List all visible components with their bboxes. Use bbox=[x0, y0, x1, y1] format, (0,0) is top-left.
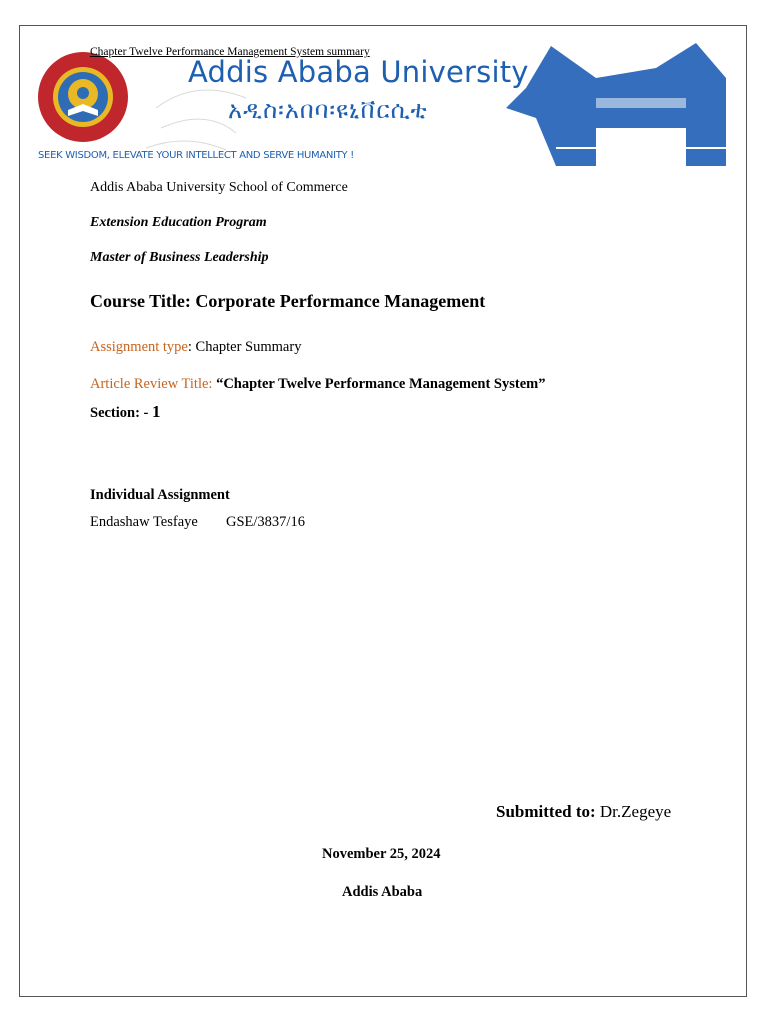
assignment-type-label: Assignment type bbox=[90, 339, 188, 355]
university-seal-icon bbox=[38, 52, 128, 142]
section-label: Section: - bbox=[90, 405, 153, 421]
university-name-english: Addis Ababa University bbox=[188, 55, 529, 89]
building-icon bbox=[506, 43, 726, 166]
section-line bbox=[90, 402, 161, 422]
submission-city: Addis Ababa bbox=[342, 884, 423, 900]
section-value: 1 bbox=[152, 402, 161, 421]
submitted-line bbox=[496, 802, 671, 822]
running-head: Chapter Twelve Performance Management System summary bbox=[90, 46, 370, 58]
student-name: Endashaw Tesfaye bbox=[90, 514, 198, 530]
review-title-label: Article Review Title: bbox=[90, 376, 217, 392]
university-motto: SEEK WISDOM, ELEVATE YOUR INTELLECT AND SERVE HUMANITY ! bbox=[38, 150, 354, 161]
school-line: Addis Ababa University School of Commerce bbox=[90, 180, 348, 195]
program-line: Extension Education Program bbox=[90, 215, 267, 230]
assignment-type-line bbox=[90, 339, 301, 356]
individual-assignment-label: Individual Assignment bbox=[90, 487, 230, 503]
submitted-value: Dr.Zegeye bbox=[595, 802, 672, 821]
review-title-value: “Chapter Twelve Performance Management System” bbox=[216, 376, 546, 392]
submitted-label: Submitted to: bbox=[496, 802, 596, 821]
assignment-type-value: : Chapter Summary bbox=[187, 339, 302, 355]
student-id: GSE/3837/16 bbox=[226, 514, 305, 530]
degree-line: Master of Business Leadership bbox=[90, 250, 269, 265]
review-title-line bbox=[90, 376, 545, 393]
submission-date: November 25, 2024 bbox=[322, 846, 441, 862]
course-title: Course Title: Corporate Performance Management bbox=[90, 291, 486, 311]
university-name-amharic: አዲስ፡አበባ፡ዩኒቨርሲቲ bbox=[228, 96, 428, 124]
